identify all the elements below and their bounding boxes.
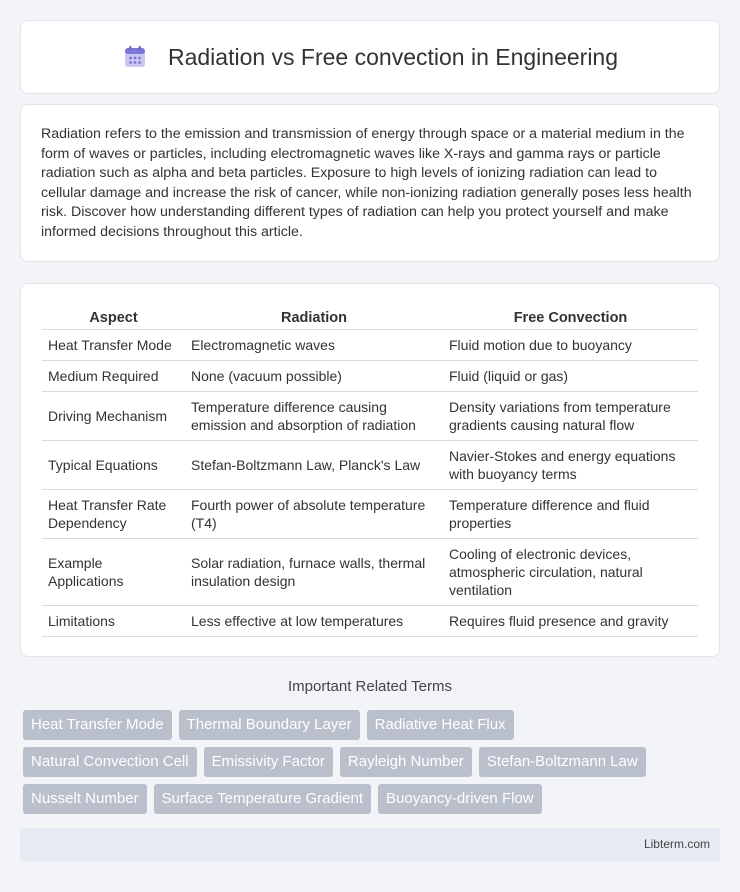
title-card <box>20 20 720 94</box>
table-cell: Limitations <box>42 605 185 636</box>
tag-radiative-heat-flux[interactable]: Radiative Heat Flux <box>367 710 514 740</box>
table-cell: Fluid motion due to buoyancy <box>443 329 698 360</box>
comparison-table <box>42 304 698 637</box>
table-cell: Navier-Stokes and energy equations with buoyancy terms <box>443 440 698 489</box>
tag-emissivity-factor[interactable]: Emissivity Factor <box>204 747 333 777</box>
table-row <box>42 489 698 538</box>
table-cell: Medium Required <box>42 360 185 391</box>
tag-row <box>23 784 723 814</box>
table-header-row <box>42 304 698 329</box>
tag-stefan-boltzmann-law[interactable]: Stefan-Boltzmann Law <box>479 747 646 777</box>
column-header-aspect: Aspect <box>42 304 185 329</box>
footer-site-link[interactable]: Libterm.com <box>643 837 710 851</box>
table-cell: Heat Transfer Rate Dependency <box>42 489 185 538</box>
intro-card <box>20 104 720 262</box>
tag-natural-convection-cell[interactable]: Natural Convection Cell <box>23 747 197 777</box>
table-cell: Fluid (liquid or gas) <box>443 360 698 391</box>
table-cell: Driving Mechanism <box>42 391 185 440</box>
table-cell: Cooling of electronic devices, atmospheric circulation, natural ventilation <box>443 538 698 605</box>
table-cell: Heat Transfer Mode <box>42 329 185 360</box>
comparison-table-card <box>20 283 720 657</box>
table-cell: Requires fluid presence and gravity <box>443 605 698 636</box>
table-cell: None (vacuum possible) <box>185 360 443 391</box>
table-cell: Less effective at low temperatures <box>185 605 443 636</box>
table-cell: Density variations from temperature gradients causing natural flow <box>443 391 698 440</box>
table-row <box>42 605 698 636</box>
table-cell: Temperature difference causing emission and absorption of radiation <box>185 391 443 440</box>
table-row <box>42 360 698 391</box>
table-row <box>42 329 698 360</box>
table-cell: Stefan-Boltzmann Law, Planck's Law <box>185 440 443 489</box>
tag-row <box>23 710 723 740</box>
table-cell: Electromagnetic waves <box>185 329 443 360</box>
table-cell: Example Applications <box>42 538 185 605</box>
table-cell: Temperature difference and fluid properties <box>443 489 698 538</box>
tag-row <box>23 747 723 777</box>
column-header-radiation: Radiation <box>185 304 443 329</box>
tag-buoyancy-driven-flow[interactable]: Buoyancy-driven Flow <box>378 784 542 814</box>
column-header-free-convection: Free Convection <box>443 304 698 329</box>
calendar-icon <box>122 44 148 70</box>
table-row <box>42 538 698 605</box>
tag-thermal-boundary-layer[interactable]: Thermal Boundary Layer <box>179 710 360 740</box>
page-title: Radiation vs Free convection in Engineering <box>167 43 619 70</box>
intro-text: Radiation refers to the emission and transmission of energy through space or a material medium in the form of waves or particles, including electromagnetic waves like X-rays and gamma rays or particle radiation such as alpha and beta particles. Exposure to high levels of ionizing radiation can lead to cellular damage and increase the risk of cancer, while non-ionizing radiation generally poses less health risk. Discover how understanding different types of radiation can help you protect yourself and make informed decisions throughout this article. <box>41 126 692 240</box>
tag-heat-transfer-mode[interactable]: Heat Transfer Mode <box>23 710 172 740</box>
related-terms-heading: Important Related Terms <box>288 678 452 695</box>
tag-rayleigh-number[interactable]: Rayleigh Number <box>340 747 472 777</box>
tag-surface-temperature-gradient[interactable]: Surface Temperature Gradient <box>154 784 372 814</box>
table-cell: Fourth power of absolute temperature (T4) <box>185 489 443 538</box>
related-terms-section <box>20 678 720 707</box>
table-cell: Typical Equations <box>42 440 185 489</box>
table-row <box>42 391 698 440</box>
related-terms-tags <box>23 710 723 821</box>
table-cell: Solar radiation, furnace walls, thermal insulation design <box>185 538 443 605</box>
footer <box>20 828 720 861</box>
table-row <box>42 440 698 489</box>
tag-nusselt-number[interactable]: Nusselt Number <box>23 784 147 814</box>
